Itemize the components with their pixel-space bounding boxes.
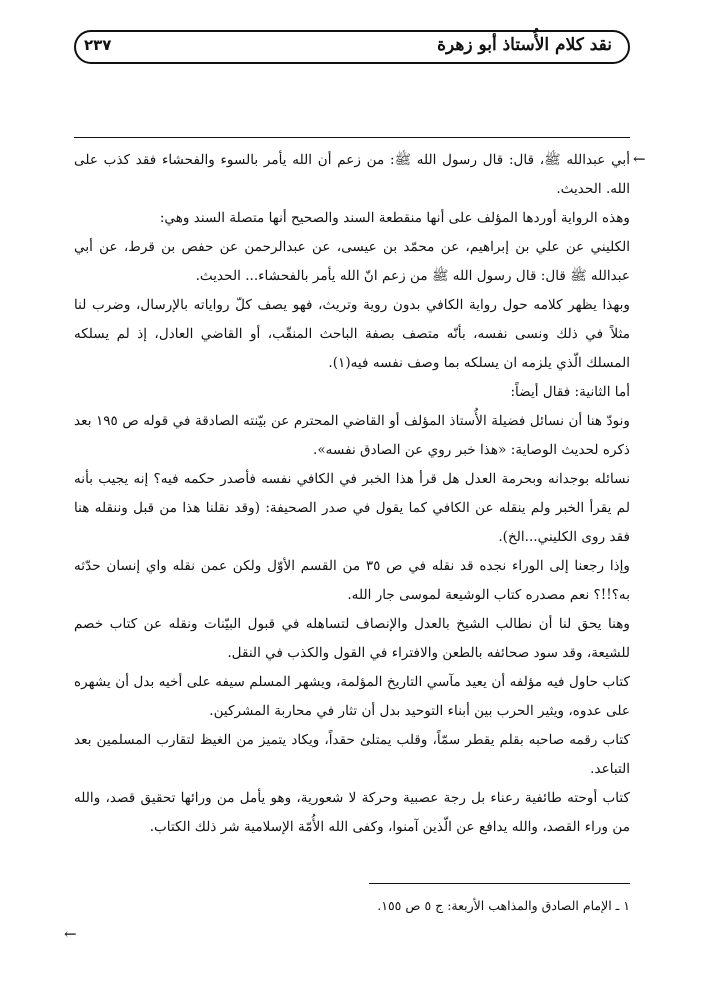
main-text	[74, 146, 630, 842]
paragraph: أما الثانية: فقال أيضاً:	[510, 384, 630, 400]
paragraph: أبي عبدالله ﷺ، قال: قال رسول الله ﷺ: من زعم أن الله يأمر بالسوء والفحشاء فقد كذب على الله. الحديث.	[74, 152, 630, 197]
paragraph: وبهذا يظهر كلامه حول رواية الكافي بدون روية وتريث، فهو يصف كلّ رواياته بالإرسال، وضرب لنا مثلاً في ذلك ونسى نفسه، بأنّه متصف بصفة الباحث المنقّب، أو القاضي العادل، إذ لم يسلكه المسلك الّذي يلزمه ان يسلكه بما وصف نفسه فيه(١).	[74, 297, 630, 371]
paragraph: نسائله بوجدانه وبحرمة العدل هل قرأ هذا الخبر في الكافي نفسه فأصدر حكمه فيه؟ إنه يجيب بأنه لم يقرأ الخبر ولم ينقله عن الكافي كما يقول في صدر الصحيفة: (وقد نقلنا هذا من قبل وننقله هنا فقد روى الكليني...الخ).	[74, 471, 630, 545]
header-title: نقد كلام الأُستاذ أبو زهرة	[437, 35, 612, 55]
footnote-divider	[369, 883, 630, 884]
paragraph: الكليني عن علي بن إبراهيم، عن محمّد بن عيسى، عن عبدالرحمن عن حفص بن قرط، عن أبي عبدالله ﷺ قال: قال رسول الله ﷺ من زعم انّ الله يأمر بالفحشاء... الحديث.	[74, 239, 630, 284]
paragraph: وهنا يحق لنا أن نطالب الشيخ بالعدل والإنصاف لتساهله في قبول البيّنات ونقله عن كتاب خصم للشيعة، وقد سود صحائفه بالطعن والافتراء في القول والكذب في النقل.	[74, 616, 630, 661]
paragraph: كتاب حاول فيه مؤلفه أن يعيد مآسي التاريخ المؤلمة، ويشهر المسلم سيفه على أخيه بدل أن يشهره على عدوه، ويثير الحرب بين أبناء التوحيد بدل أن تثار في محاربة المشركين.	[74, 674, 630, 719]
paragraph: وإذا رجعنا إلى الوراء نجده قد نقله في ص ٣٥ من القسم الأوّل ولكن عمن نقله واي إنسان حدّثه به؟!!؟ نعم مصدره كتاب الوشيعة لموسى جار الله.	[74, 558, 630, 603]
paragraph: كتاب أوحته طائفية رعناء بل رجة عصبية وحركة لا شعورية، وهو يأمل من ورائها تحقيق قصد، والله من وراء القصد، والله يدافع عن الّذين آمنوا، وكفى الله الأُمّة الإسلامية شر ذلك الكتاب.	[74, 790, 630, 835]
header-divider	[74, 137, 630, 138]
page-number: ٢٣٧	[84, 36, 112, 54]
continuation-arrow-icon: ←	[633, 150, 646, 168]
running-header	[74, 30, 630, 64]
next-page-arrow-icon: ←	[64, 925, 77, 943]
paragraph: ونودّ هنا أن نسائل فضيلة الأُستاذ المؤلف أو القاضي المحترم عن بيّنته الصادقة في قوله ص ١٩٥ بعد ذكره لحديث الوصاية: «هذا خبر روي عن الصادق نفسه».	[74, 413, 630, 458]
footnote: ١ ـ الإمام الصادق والمذاهب الأربعة: ج ٥ ص ١٥٥.	[377, 898, 630, 913]
paragraph: كتاب رقمه صاحبه بقلم يقطر سمّاً، وقلب يمتلئ حقداً، ويكاد يتميز من الغيظ لتقارب المسلمين بعد التباعد.	[74, 732, 630, 777]
paragraph: وهذه الرواية أوردها المؤلف على أنها منقطعة السند والصحيح أنها متصلة السند وهي:	[159, 210, 630, 226]
